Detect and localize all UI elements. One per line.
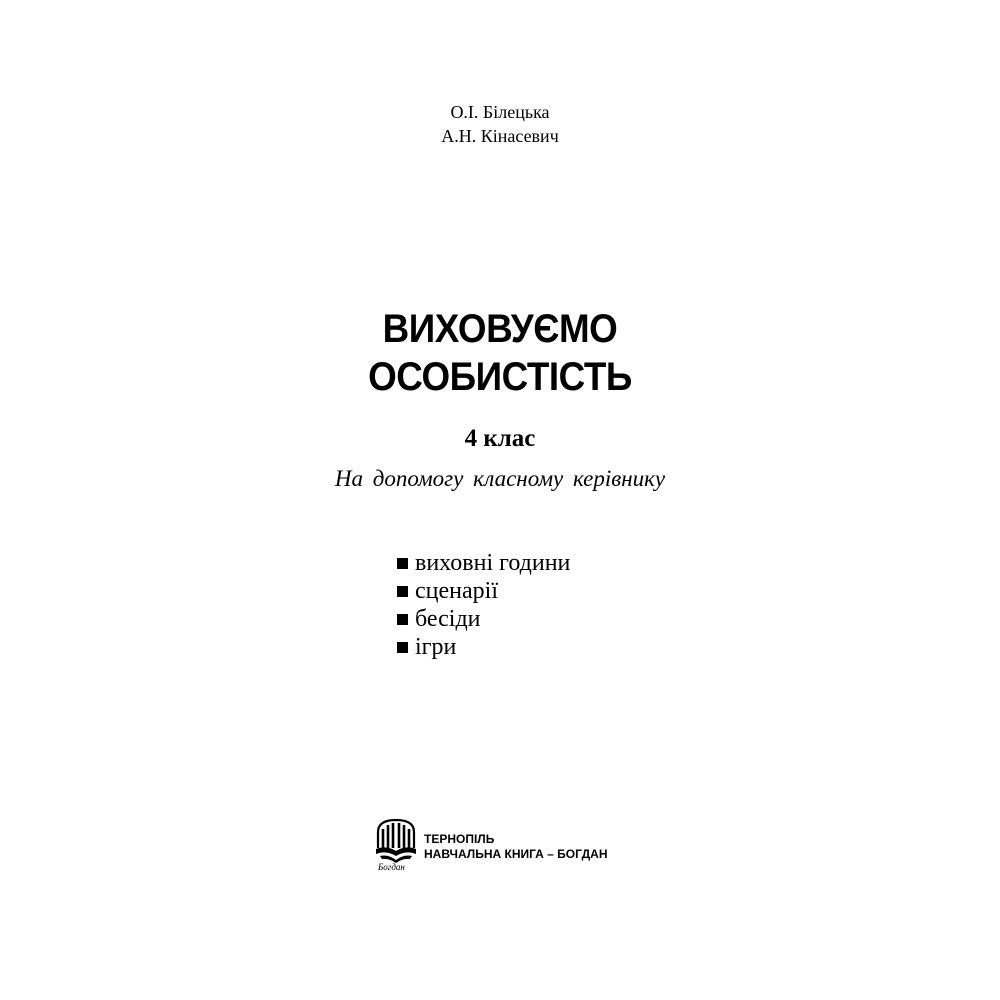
feature-item: [397, 633, 570, 661]
features-list: [397, 549, 570, 661]
publisher-block: [374, 818, 614, 878]
author-name: А.Н. Кінасевич: [441, 126, 559, 146]
feature-label: сценарії: [415, 578, 498, 604]
authors-block: [0, 100, 1000, 148]
logo-signature: Богдан: [378, 862, 405, 872]
feature-item: [397, 577, 570, 605]
feature-item: [397, 605, 570, 633]
feature-label: виховні години: [415, 550, 571, 576]
square-bullet-icon: [397, 586, 408, 597]
feature-item: [397, 549, 570, 577]
grade-label: 4 клас: [464, 425, 536, 452]
square-bullet-icon: [397, 558, 408, 569]
author-name: О.І. Білецька: [450, 102, 550, 122]
square-bullet-icon: [397, 642, 408, 653]
book-subtitle: На допомогу класному керівнику: [334, 466, 666, 491]
feature-label: бесіди: [415, 606, 481, 632]
publisher-city: ТЕРНОПІЛЬ: [424, 832, 495, 846]
book-title-line: ВИХОВУЄМО: [382, 307, 618, 351]
feature-label: ігри: [415, 634, 457, 660]
book-title-line: ОСОБИСТІСТЬ: [368, 355, 632, 399]
square-bullet-icon: [397, 614, 408, 625]
publisher-text: [424, 832, 608, 862]
book-title: [40, 305, 960, 401]
publisher-name: НАВЧАЛЬНА КНИГА – БОГДАН: [424, 847, 608, 861]
